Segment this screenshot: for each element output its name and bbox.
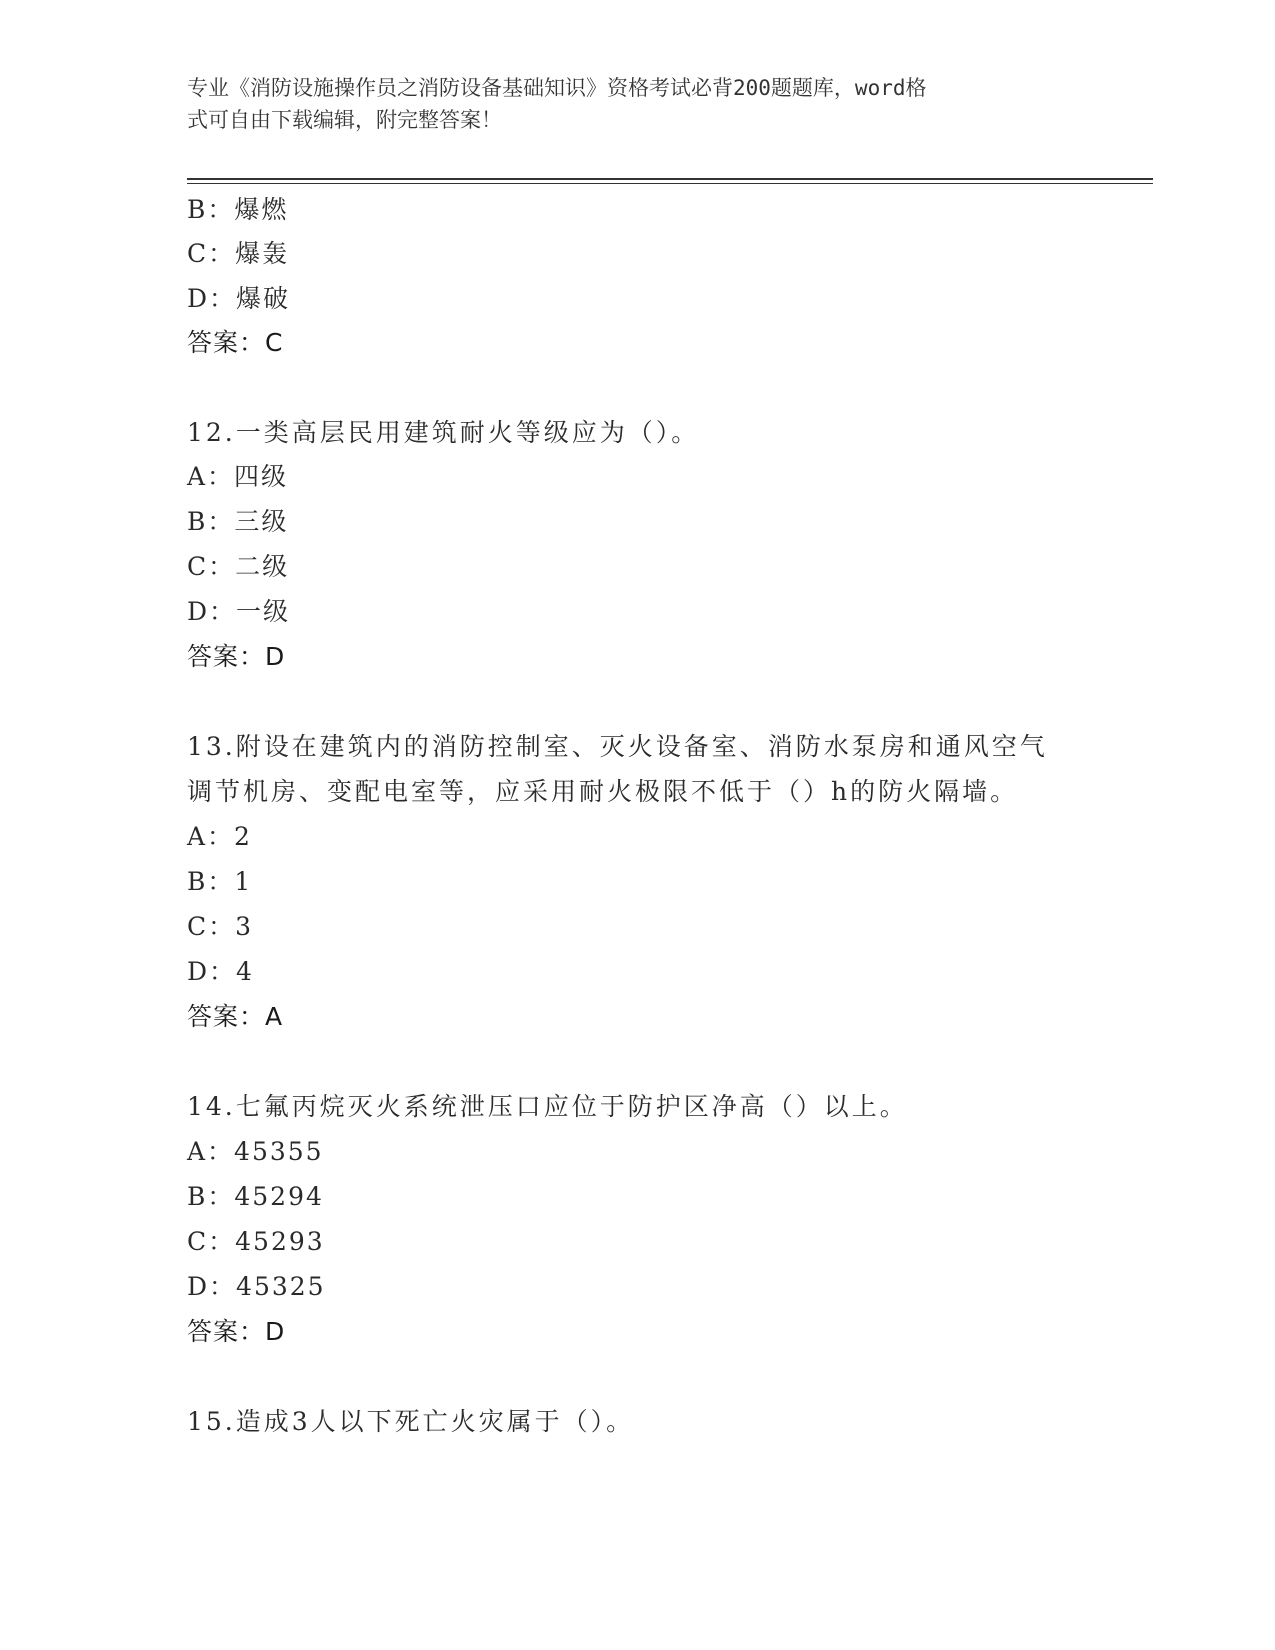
- q11-option-c: C：爆轰: [187, 239, 290, 268]
- q12-question: 12.一类高层民用建筑耐火等级应为（）。: [187, 418, 700, 447]
- q13-question-line-2: 调节机房、变配电室等，应采用耐火极限不低于（）h的防火隔墙。: [187, 777, 1019, 806]
- q13-question-line-1: 13.附设在建筑内的消防控制室、灭火设备室、消防水泵房和通风空气: [187, 732, 1048, 761]
- document-header: [187, 72, 1067, 136]
- q14-option-d: D：45325: [187, 1272, 326, 1301]
- q11-answer: 答案：C: [187, 328, 284, 357]
- header-divider-thick: [187, 178, 1153, 180]
- header-divider-thin: [187, 183, 1153, 184]
- q13-answer: 答案：A: [187, 1002, 284, 1031]
- q12-option-d: D：一级: [187, 597, 291, 626]
- q13-option-d: D：4: [187, 957, 254, 986]
- q12-answer: 答案：D: [187, 642, 286, 671]
- q14-answer: 答案：D: [187, 1317, 286, 1346]
- q14-question: 14.七氟丙烷灭火系统泄压口应位于防护区净高（）以上。: [187, 1092, 908, 1121]
- q14-option-b: B：45294: [187, 1182, 324, 1211]
- q14-option-a: A：45355: [187, 1137, 324, 1166]
- q11-option-b: B：爆燃: [187, 195, 289, 224]
- q12-option-c: C：二级: [187, 552, 290, 581]
- header-line-2: 式可自由下载编辑，附完整答案！: [187, 108, 502, 132]
- q11-option-d: D：爆破: [187, 284, 291, 313]
- q15-question: 15.造成3人以下死亡火灾属于（）。: [187, 1407, 635, 1436]
- q12-option-b: B：三级: [187, 507, 289, 536]
- q12-option-a: A：四级: [187, 462, 289, 491]
- q13-option-b: B：1: [187, 867, 253, 896]
- header-line-1: 专业《消防设施操作员之消防设备基础知识》资格考试必背200题题库，word格: [187, 76, 927, 100]
- q13-option-c: C：3: [187, 912, 254, 941]
- q13-option-a: A：2: [187, 822, 252, 851]
- q14-option-c: C：45293: [187, 1227, 325, 1256]
